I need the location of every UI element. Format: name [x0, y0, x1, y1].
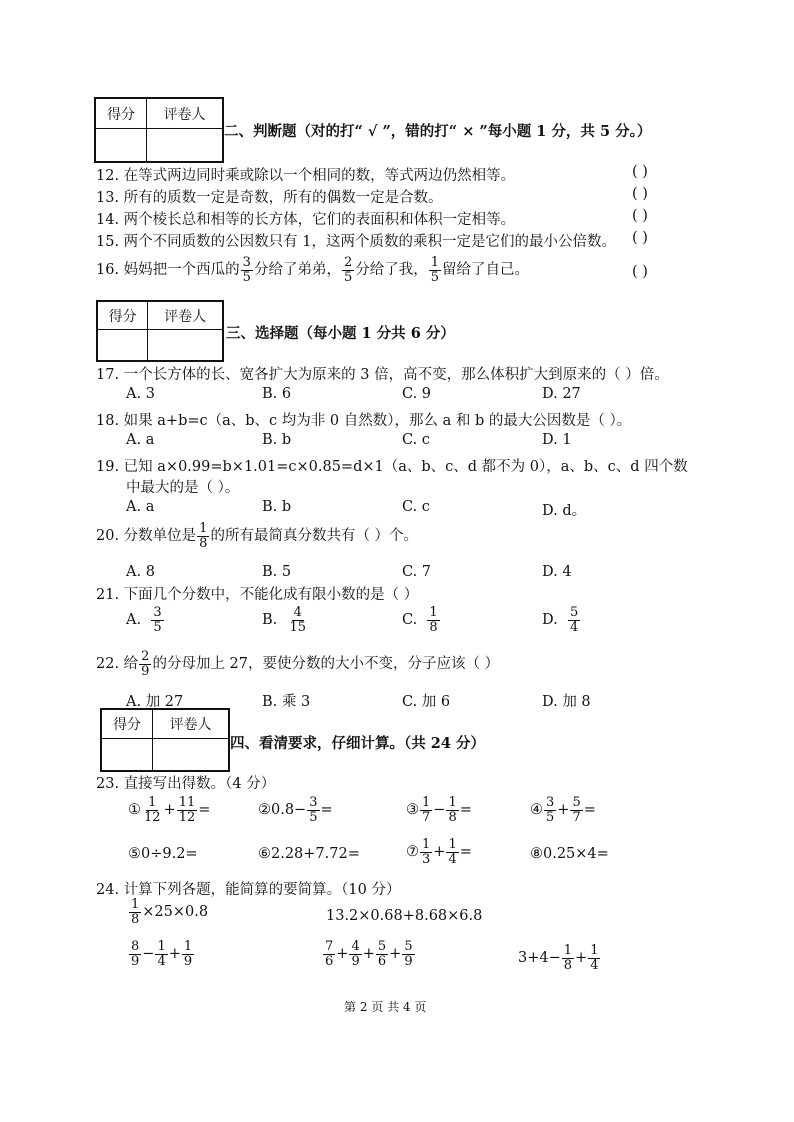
q18-option-b[interactable]: B. b [262, 432, 292, 448]
question-19: 19. 已知 a×0.99=b×1.01=c×0.85=d×1（a、b、c、d 都不为 0），a、b、c、d 四个数 [96, 459, 688, 475]
q23-item-6: ⑥2.28+7.72= [258, 846, 360, 862]
section3-title: 三、选择题（每小题 1 分共 6 分） [226, 325, 455, 342]
q23-item-7: ⑦ $\frac{1}{3}$ + $\frac{1}{4}$ = [406, 837, 472, 867]
grader-label: 评卷人 [148, 302, 223, 330]
question-17: 17. 一个长方体的长、宽各扩大为原来的 3 倍，高不变，那么体积扩大到原来的（ ）倍。 [96, 367, 669, 383]
fraction: $\frac{5}{4}$ [569, 605, 579, 635]
q19-option-b[interactable]: B. b [262, 499, 292, 515]
q20-option-d[interactable]: D. 4 [542, 564, 572, 580]
section2-title: 二、判断题（对的打“ √ ”，错的打“ × ”每小题 1 分，共 5 分。） [224, 123, 652, 140]
answer-paren-13[interactable]: ( ) [632, 186, 648, 202]
fraction: $\frac{3}{5}$ [242, 255, 251, 285]
fraction: $\frac{1}{5}$ [430, 255, 440, 285]
page-footer: 第 2 页 共 4 页 [344, 1000, 427, 1014]
q22-option-d[interactable]: D. 加 8 [542, 694, 591, 710]
q24-expr-3: $\frac{8}{9}$ − $\frac{1}{4}$ + $\frac{1}{9}$ [131, 939, 193, 969]
q20-option-b[interactable]: B. 5 [262, 564, 292, 580]
grader-cell[interactable] [153, 739, 229, 771]
grader-cell[interactable] [147, 129, 223, 162]
q24-expr-5: 3+4− $\frac{1}{8}$ + $\frac{1}{4}$ [518, 943, 599, 973]
fraction: $\frac{2}{9}$ [141, 649, 150, 679]
q21-option-b[interactable]: B. $\frac{4}{15}$ [262, 605, 307, 635]
question-22: 22. 给 $\frac{2}{9}$ 的分母加上 27，要使分数的大小不变，分子应该（ ） [96, 649, 500, 679]
q20-option-c[interactable]: C. 7 [402, 564, 432, 580]
fraction: $\frac{3}{5}$ [153, 605, 162, 635]
q23-item-5: ⑤0÷9.2= [128, 846, 198, 862]
question-20: 20. 分数单位是 $\frac{1}{8}$ 的所有最简真分数共有（ ）个。 [96, 521, 419, 551]
grader-label: 评卷人 [147, 99, 223, 129]
question-21: 21. 下面几个分数中，不能化成有限小数的是（ ） [96, 587, 419, 603]
fraction: $\frac{2}{5}$ [343, 255, 353, 285]
section4-title: 四、看清要求，仔细计算。（共 24 分） [230, 735, 486, 752]
score-label: 得分 [102, 710, 153, 739]
q17-option-a[interactable]: A. 3 [126, 386, 155, 402]
q17-option-b[interactable]: B. 6 [262, 386, 292, 402]
q18-option-a[interactable]: A. a [126, 432, 155, 448]
q23-item-4: ④ $\frac{3}{5}$ + $\frac{5}{7}$ = [530, 795, 596, 825]
score-cell[interactable] [102, 739, 153, 771]
score-box-section4 [100, 708, 230, 772]
q23-item-1: ① $\frac{1}{12}$ + $\frac{11}{12}$ = [128, 795, 211, 825]
q18-option-c[interactable]: C. c [402, 432, 430, 448]
grader-label: 评卷人 [153, 710, 229, 739]
fraction: $\frac{1}{8}$ [199, 521, 208, 551]
score-cell[interactable] [96, 129, 147, 162]
q23-item-3: ③ $\frac{1}{7}$ − $\frac{1}{8}$ = [406, 795, 472, 825]
q20-option-a[interactable]: A. 8 [126, 564, 155, 580]
fraction: $\frac{4}{15}$ [289, 605, 307, 635]
question-13: 13. 所有的质数一定是奇数，所有的偶数一定是合数。 [96, 190, 443, 206]
q19-option-d[interactable]: D. d。 [542, 503, 587, 519]
q22-option-a[interactable]: A. 加 27 [126, 694, 184, 710]
fraction: $\frac{1}{8}$ [429, 605, 438, 635]
q23-item-8: ⑧0.25×4= [530, 846, 609, 862]
grader-cell[interactable] [148, 330, 223, 361]
q17-option-d[interactable]: D. 27 [542, 386, 581, 402]
question-12: 12. 在等式两边同时乘或除以一个相同的数，等式两边仍然相等。 [96, 168, 516, 184]
score-cell[interactable] [98, 330, 148, 361]
question-18: 18. 如果 a+b=c（a、b、c 均为非 0 自然数），那么 a 和 b 的最大公因数是（ ）。 [96, 413, 632, 429]
score-label: 得分 [96, 99, 147, 129]
q21-option-d[interactable]: D. $\frac{5}{4}$ [542, 605, 579, 635]
q24-expr-1: $\frac{1}{8}$ ×25×0.8 [131, 897, 209, 927]
score-label: 得分 [98, 302, 148, 330]
question-14: 14. 两个棱长总和相等的长方体，它们的表面积和体积一定相等。 [96, 212, 516, 228]
q19-option-c[interactable]: C. c [402, 499, 430, 515]
score-box-section2 [94, 97, 224, 163]
q18-option-d[interactable]: D. 1 [542, 432, 572, 448]
score-box-section3 [96, 300, 224, 362]
q21-option-a[interactable]: A. $\frac{3}{5}$ [126, 605, 162, 635]
q21-option-c[interactable]: C. $\frac{1}{8}$ [402, 605, 438, 635]
answer-paren-15[interactable]: ( ) [632, 230, 648, 246]
q22-option-b[interactable]: B. 乘 3 [262, 694, 311, 710]
answer-paren-16[interactable]: ( ) [632, 264, 648, 280]
answer-paren-12[interactable]: ( ) [632, 164, 648, 180]
q17-option-c[interactable]: C. 9 [402, 386, 432, 402]
q24-expr-4: $\frac{7}{6}$ + $\frac{4}{9}$ + $\frac{5}{6}$ + $\frac{5}{9}$ [325, 939, 413, 969]
question-16: 16. 妈妈把一个西瓜的 $\frac{3}{5}$ 分给了弟弟， $\frac{2}{5}$ 分给了我， $\frac{1}{5}$ 留给了自己。 [96, 255, 530, 285]
question-23: 23. 直接写出得数。（4 分） [96, 776, 276, 792]
question-15: 15. 两个不同质数的公因数只有 1，这两个质数的乘积一定是它们的最小公倍数。 [96, 234, 617, 250]
q22-option-c[interactable]: C. 加 6 [402, 694, 451, 710]
answer-paren-14[interactable]: ( ) [632, 208, 648, 224]
question-24: 24. 计算下列各题，能简算的要简算。（10 分） [96, 882, 401, 898]
q24-expr-2: 13.2×0.68+8.68×6.8 [326, 908, 483, 924]
question-19-line2: 中最大的是（ ）。 [126, 480, 240, 496]
q19-option-a[interactable]: A. a [126, 499, 155, 515]
q23-item-2: ②0.8− $\frac{3}{5}$ = [258, 795, 333, 825]
